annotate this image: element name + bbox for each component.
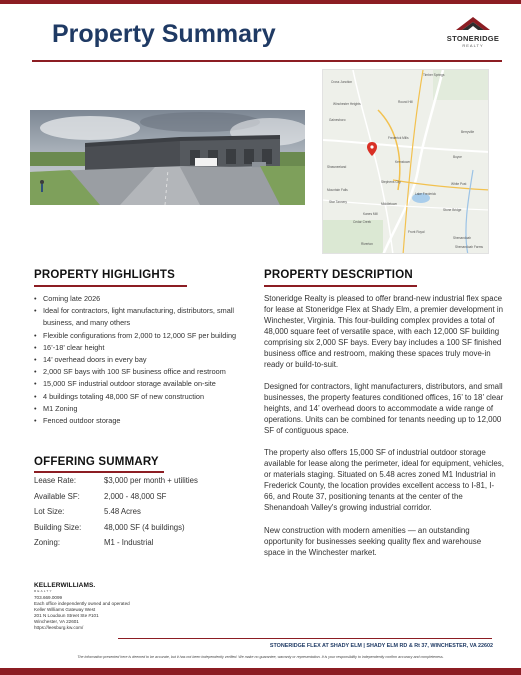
map-label: Timber Springs <box>423 73 445 77</box>
list-item: • 16’-18’ clear height <box>34 342 254 354</box>
map-label: Frederick Mills <box>388 136 409 140</box>
offering-heading: OFFERING SUMMARY <box>34 456 159 468</box>
map-label: Cross Junction <box>331 80 353 84</box>
map-label: Riverton <box>361 242 373 246</box>
map-label: Winchester Heights <box>333 102 361 106</box>
list-item: • Fenced outdoor storage <box>34 415 254 427</box>
offering-table <box>34 476 254 554</box>
list-item: • Ideal for contractors, light manufacturing, distributors, small business, and many others <box>34 305 254 329</box>
highlights-heading: PROPERTY HIGHLIGHTS <box>34 269 175 281</box>
agent-contact-block <box>34 582 184 632</box>
footer-disclaimer: The information presented here is deemed to be accurate, but it has not been independently verified. We make no guarantee, warranty or representation. It is your responsibility to independently confirm accuracy and completeness. <box>77 655 444 659</box>
list-item: • Flexible configurations from 2,000 to 12,000 SF per building <box>34 330 254 342</box>
offering-value: 2,000 - 48,000 SF <box>104 491 167 501</box>
offering-row <box>34 476 254 492</box>
keller-williams-logo: KELLERWILLIAMS. <box>34 582 96 589</box>
footer-divider <box>118 638 492 639</box>
map-label: Gainesboro <box>329 118 346 122</box>
offering-label: Available SF: <box>34 491 80 501</box>
description-paragraph: Stoneridge Realty is pleased to offer brand-new industrial flex space for lease at Stoneridge Flex at Shady Elm, a premier development in Winchester, Virginia. This four-building complex provides a total of 48,000 square feet of versatile space, with each 12,000 SF building comprising six 2,000 SF bays. Every bay includes a 100 SF finished business office and restroom, making these spaces truly move-in ready or build-to-suit. <box>264 294 504 369</box>
offering-value: $3,000 per month + utilities <box>104 476 198 485</box>
highlights-divider <box>34 285 187 287</box>
list-item: • 14’ overhead doors in every bay <box>34 354 254 366</box>
offering-row <box>34 538 254 554</box>
map-label: Shenandoah Farms <box>455 245 483 249</box>
property-rendering-image <box>30 110 305 205</box>
map-label: White Post <box>451 182 467 186</box>
offering-label: Lot Size: <box>34 507 65 516</box>
map-label: Round Hill <box>398 100 413 104</box>
map-label: Kanes Mill <box>363 212 378 216</box>
offering-value: 48,000 SF (4 buildings) <box>104 522 185 532</box>
map-label: Middletown <box>381 202 398 206</box>
map-label: Shawneeland <box>327 165 347 169</box>
map-label: Kernstown <box>395 160 411 164</box>
list-item: • M1 Zoning <box>34 403 254 415</box>
title-divider <box>32 60 502 62</box>
map-label: Mountain Falls <box>327 188 348 192</box>
list-item: • Coming late 2026 <box>34 293 254 305</box>
description-paragraph: The property also offers 15,000 SF of industrial outdoor storage available for lease along the perimeter, ideal for equipment, vehicles, or materials staging. Situated on 5.48 acres zoned M1 Industrial in Frederick County, the location provides excellent access to I-81, I-66, and Route 37, positioning tenants at the center of the Shenandoah Valley's growing industrial corridor. <box>264 448 504 513</box>
map-label: Shenandoah <box>453 236 472 240</box>
offering-label: Zoning: <box>34 538 61 547</box>
map-label: Stone Bridge <box>443 208 462 212</box>
keller-williams-logo-sub: REALTY <box>34 589 53 593</box>
page-title: Property Summary <box>52 20 276 48</box>
offering-row <box>34 492 254 508</box>
list-item: • 2,000 SF bays with 100 SF business office and restroom <box>34 366 254 378</box>
roof-icon <box>455 16 491 33</box>
logo-brand-name: STONERIDGE <box>446 34 500 43</box>
agent-phone[interactable]: 703.669.0099 <box>34 595 63 600</box>
logo-brand-tagline: REALTY <box>462 43 484 48</box>
map-label: Cedar Creek <box>353 220 372 224</box>
description-heading: PROPERTY DESCRIPTION <box>264 269 413 281</box>
offering-label: Building Size: <box>34 522 82 532</box>
agent-city: Winchester, VA 22601 <box>34 619 79 625</box>
offering-value: M1 - Industrial <box>104 538 154 547</box>
map-label: Berryville <box>461 130 475 134</box>
stoneridge-logo <box>440 16 506 56</box>
description-paragraph: New construction with modern amenities — an outstanding opportunity for businesses seeking quality flex and warehouse space in the Winchester market. <box>264 525 482 557</box>
map-label: Lake Frederick <box>415 192 437 196</box>
description-divider <box>264 285 417 287</box>
map-label: Stephens City <box>381 180 401 184</box>
description-paragraph: Designed for contractors, light manufacturers, distributors, and small businesses, the property features conditioned offices, 16’ to 18’ clear heights, and 14’ overhead doors to accommodate a wide range of operations. Units can be combined for tenants needing up to 12,000 SF of contiguous space. <box>264 382 504 436</box>
highlights-list <box>34 293 254 427</box>
offering-row <box>34 523 254 539</box>
offering-value: 5.48 Acres <box>104 507 141 516</box>
offering-divider <box>34 471 164 473</box>
agent-note: Each office independently owned and operated <box>34 601 130 607</box>
agent-office: Keller Williams Gateway West <box>34 607 96 613</box>
agent-website-link[interactable]: https://leesburg.kw.com/ <box>34 625 84 631</box>
list-item: • 4 buildings totaling 48,000 SF of new construction <box>34 391 254 403</box>
map-label: Boyce <box>453 155 462 159</box>
offering-row <box>34 507 254 523</box>
offering-label: Lease Rate: <box>34 476 77 485</box>
bottom-accent-bar <box>0 668 521 675</box>
map-label: Front Royal <box>408 230 425 234</box>
top-accent-bar <box>0 0 521 4</box>
agent-street: 201 N Loudoun Street Ste #101 <box>34 613 99 619</box>
footer-address: STONERIDGE FLEX AT SHADY ELM | SHADY ELM RD & Rt 37, WINCHESTER, VA 22602 <box>269 643 493 649</box>
map-label: Star Tannery <box>329 200 348 204</box>
location-map[interactable] <box>322 69 489 254</box>
list-item: • 15,000 SF industrial outdoor storage available on-site <box>34 378 254 390</box>
description-body <box>264 293 504 569</box>
